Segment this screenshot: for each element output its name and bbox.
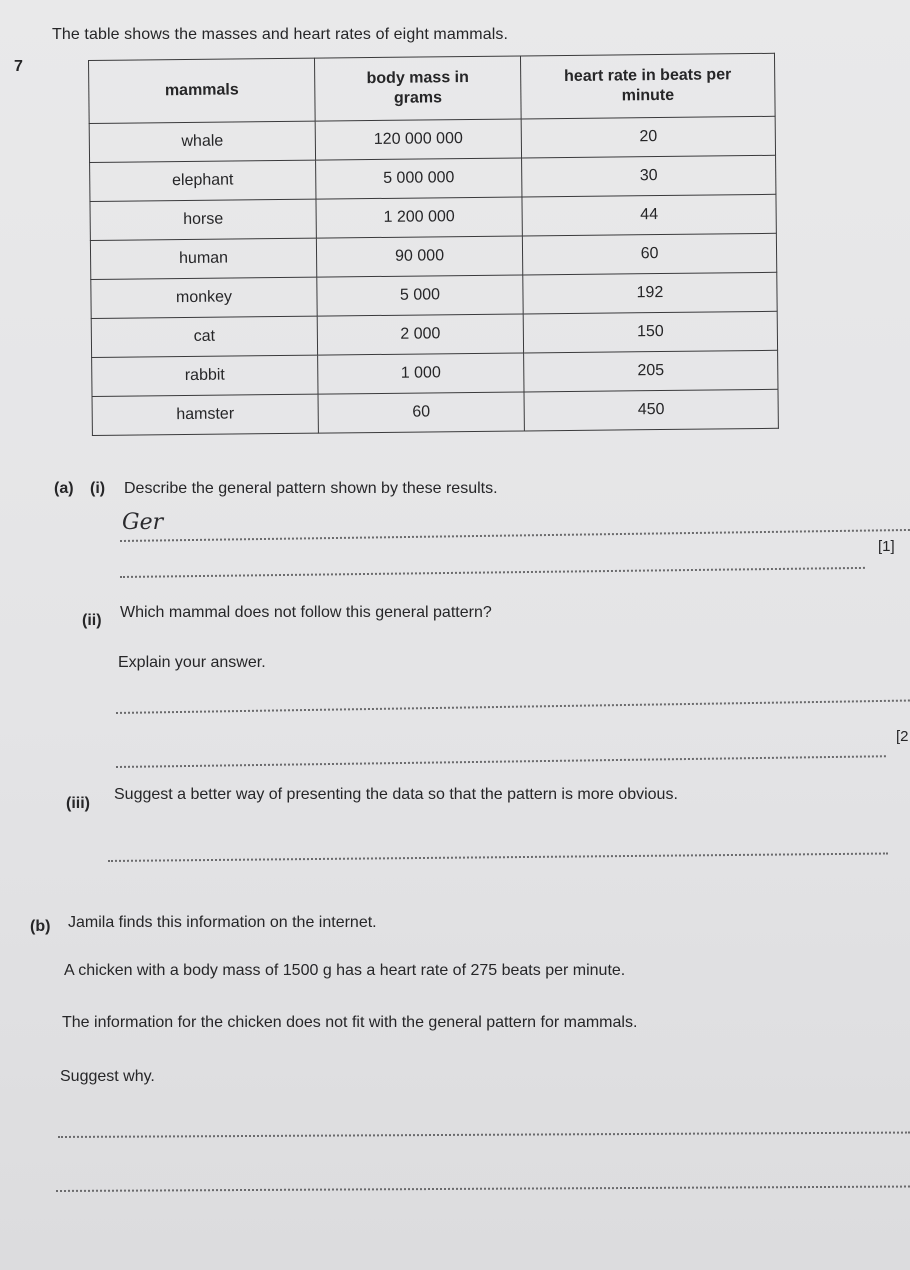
part-a-label: (a)	[54, 480, 74, 497]
answer-line-a-ii-2[interactable]	[116, 755, 886, 768]
answer-line-b-2[interactable]	[56, 1186, 910, 1192]
part-a-iii-label: (iii)	[66, 795, 90, 812]
part-b-line2: A chicken with a body mass of 1500 g has a heart rate of 275 beats per minute.	[64, 962, 626, 979]
part-b-label: (b)	[30, 918, 51, 935]
answer-line-a-iii[interactable]	[108, 853, 888, 862]
part-a-iii-question: Suggest a better way of presenting the data so that the pattern is more obvious.	[114, 786, 678, 803]
table-row	[92, 389, 778, 435]
cell-body-mass: 5 000 000	[316, 158, 522, 199]
cell-mammal: human	[90, 238, 316, 279]
header-heart-rate: heart rate in beats per minute	[520, 53, 775, 119]
cell-body-mass: 2 000	[317, 314, 523, 355]
cell-heart-rate: 192	[523, 272, 777, 314]
cell-body-mass: 90 000	[316, 236, 522, 277]
cell-heart-rate: 450	[524, 389, 778, 431]
answer-line-a-ii-1[interactable]	[116, 700, 910, 714]
part-a-i-question: Describe the general pattern shown by these results.	[124, 480, 498, 497]
part-a-ii-explain: Explain your answer.	[118, 654, 266, 671]
cell-mammal: hamster	[92, 394, 318, 435]
cell-heart-rate: 30	[522, 155, 776, 197]
question-intro: The table shows the masses and heart rates of eight mammals.	[52, 26, 508, 43]
cell-body-mass: 1 000	[318, 353, 524, 394]
question-number: 7	[14, 58, 23, 75]
part-a-i-label: (i)	[90, 480, 106, 497]
cell-body-mass: 1 200 000	[316, 197, 522, 238]
mammal-data-table	[88, 53, 779, 436]
cell-mammal: rabbit	[92, 355, 318, 396]
mark-a-ii: [2	[896, 728, 909, 745]
part-b-line1: Jamila finds this information on the internet.	[68, 914, 377, 931]
mark-a-i: [1]	[878, 538, 895, 555]
cell-body-mass: 5 000	[317, 275, 523, 316]
cell-heart-rate: 150	[523, 311, 777, 353]
cell-mammal: cat	[91, 316, 317, 357]
part-a-ii-label: (ii)	[82, 612, 102, 629]
part-b-line4: Suggest why.	[60, 1068, 155, 1085]
cell-heart-rate: 44	[522, 194, 776, 236]
cell-body-mass: 120 000 000	[315, 119, 521, 160]
cell-heart-rate: 20	[521, 116, 775, 158]
cell-mammal: whale	[89, 121, 315, 162]
part-a-ii-question: Which mammal does not follow this general pattern?	[120, 604, 492, 621]
cell-mammal: elephant	[90, 160, 316, 201]
table-header-row	[89, 53, 776, 123]
answer-line-a-i-1[interactable]	[120, 529, 910, 542]
cell-mammal: monkey	[91, 277, 317, 318]
handwritten-answer: Ger	[122, 510, 164, 535]
header-mammals: mammals	[89, 58, 316, 123]
part-b-line3: The information for the chicken does not fit with the general pattern for mammals.	[62, 1014, 638, 1031]
answer-line-a-i-2[interactable]	[120, 567, 865, 578]
answer-line-b-1[interactable]	[58, 1132, 910, 1138]
cell-heart-rate: 60	[522, 233, 776, 275]
header-body-mass: body mass in grams	[314, 56, 521, 121]
cell-heart-rate: 205	[524, 350, 778, 392]
cell-mammal: horse	[90, 199, 316, 240]
cell-body-mass: 60	[318, 392, 524, 433]
